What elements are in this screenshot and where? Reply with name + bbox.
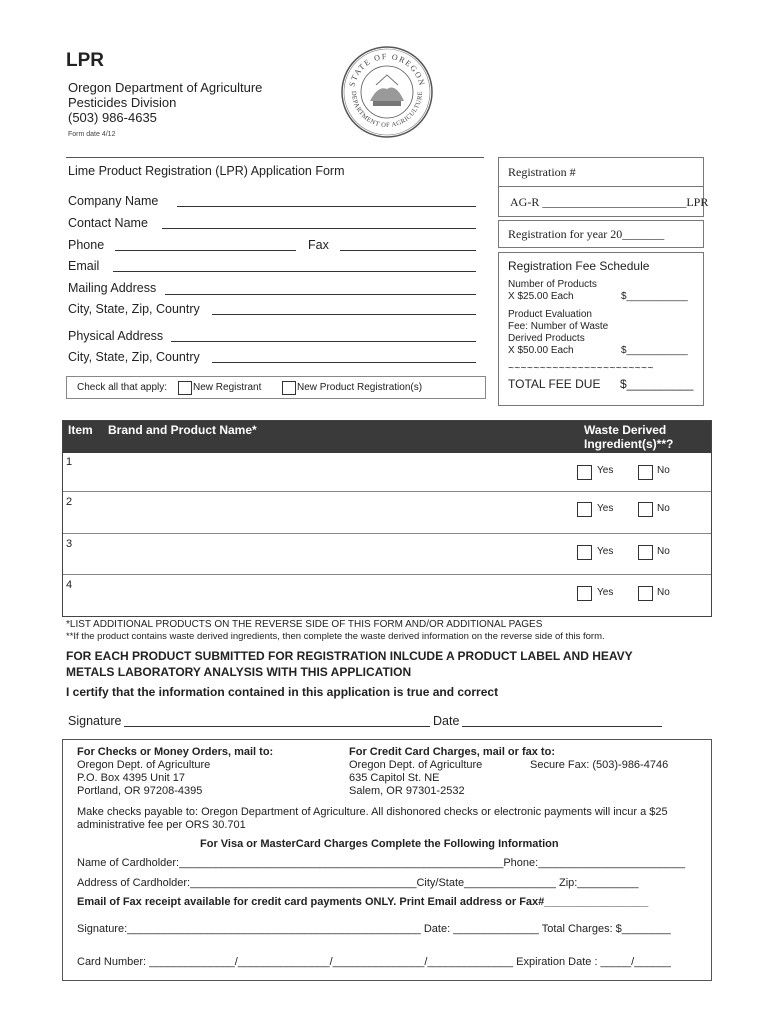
date-label: Date (433, 714, 460, 728)
row-number-1: 1 (66, 456, 73, 468)
contact-name-label: Contact Name (68, 216, 148, 230)
company-name-field[interactable] (177, 206, 476, 207)
footnote-waste-derived: **If the product contains waste derived ingredients, then complete the waste derived information on the reverse side of this form. (66, 631, 605, 642)
cc-address-3: Salem, OR 97301-2532 (349, 785, 465, 797)
footnote-additional-products: *LIST ADDITIONAL PRODUCTS ON THE REVERSE SIDE OF THIS FORM AND/OR ADDITIONAL PAGES (66, 619, 543, 630)
mailing-address-field[interactable] (165, 294, 476, 295)
payable-note-1: Make checks payable to: Oregon Department of Agriculture. All dishonored checks or electronic payments will incur a $25 (77, 806, 668, 818)
fax-label: Fax (308, 238, 329, 252)
agr-number-field[interactable]: AG-R ________________________LPR (510, 195, 709, 209)
col-waste-header-2: Ingredient(s)**? (584, 437, 674, 451)
org-name: Oregon Department of Agriculture (68, 80, 263, 95)
cc-address-2: 635 Capitol St. NE (349, 772, 440, 784)
form-top-rule (66, 157, 484, 158)
org-phone: (503) 986-4635 (68, 110, 157, 125)
cardholder-name-field[interactable]: Name of Cardholder:_____________________________________________________Phone:________________________ (77, 857, 686, 869)
city-state-zip-label-2: City, State, Zip, Country (68, 350, 200, 364)
num-products-label: Number of Products (508, 279, 597, 290)
waste-yes-checkbox-2[interactable] (577, 502, 592, 517)
checks-title: For Checks or Money Orders, mail to: (77, 746, 274, 758)
row-divider-2 (63, 533, 711, 534)
new-product-registration-checkbox[interactable] (282, 381, 296, 395)
fee-schedule-title: Registration Fee Schedule (508, 259, 650, 273)
waste-yes-label-1: Yes (597, 465, 614, 476)
eval-fee-label-1: Product Evaluation (508, 309, 592, 320)
waste-no-label-3: No (657, 546, 670, 557)
fee-separator: ~~~~~~~~~~~~~~~~~~~~~~~ (508, 363, 654, 374)
card-number-field[interactable]: Card Number: ______________/_______________/_______________/______________ Expiration Date : _____/______ (77, 956, 671, 968)
waste-no-label-1: No (657, 465, 670, 476)
registration-number-divider (498, 186, 704, 187)
num-products-rate: X $25.00 Each (508, 291, 574, 302)
visa-mastercard-title: For Visa or MasterCard Charges Complete the Following Information (200, 838, 559, 850)
waste-no-checkbox-2[interactable] (638, 502, 653, 517)
waste-yes-label-2: Yes (597, 503, 614, 514)
row-divider-3 (63, 574, 711, 575)
email-fax-receipt-field[interactable]: Email of Fax receipt available for credit card payments ONLY. Print Email address or Fax#_________________ (77, 896, 649, 908)
eval-fee-amount-field[interactable]: $___________ (621, 345, 688, 356)
waste-yes-checkbox-3[interactable] (577, 545, 592, 560)
cardholder-address-field[interactable]: Address of Cardholder:_____________________________________City/State_______________ Zip:__________ (77, 877, 639, 889)
total-fee-field[interactable]: $__________ (620, 377, 694, 391)
form-date: Form date 4/12 (68, 131, 116, 138)
brand-name-field-3[interactable] (84, 536, 564, 574)
registration-number-label: Registration # (508, 165, 576, 179)
city-state-zip-field-2[interactable] (212, 362, 476, 363)
cc-address-1: Oregon Dept. of Agriculture (349, 759, 483, 771)
svg-text:DEPARTMENT OF AGRICULTURE: DEPARTMENT OF AGRICULTURE (349, 90, 425, 130)
city-state-zip-label-1: City, State, Zip, Country (68, 302, 200, 316)
row-number-2: 2 (66, 496, 73, 508)
waste-yes-checkbox-1[interactable] (577, 465, 592, 480)
signature-field[interactable] (124, 726, 430, 727)
waste-no-checkbox-4[interactable] (638, 586, 653, 601)
new-product-registration-label: New Product Registration(s) (297, 382, 423, 393)
eval-fee-label-2: Fee: Number of Waste (508, 321, 609, 332)
submission-instruction-1: FOR EACH PRODUCT SUBMITTED FOR REGISTRATION INLCUDE A PRODUCT LABEL AND HEAVY (66, 649, 633, 663)
checks-address-2: P.O. Box 4395 Unit 17 (77, 772, 186, 784)
new-registrant-checkbox[interactable] (178, 381, 192, 395)
cc-signature-field[interactable]: Signature:________________________________________________ Date: ______________ Total Charges: $________ (77, 923, 671, 935)
waste-yes-label-3: Yes (597, 546, 614, 557)
row-divider-1 (63, 491, 711, 492)
new-registrant-label: New Registrant (193, 382, 262, 393)
physical-address-field[interactable] (171, 341, 476, 342)
email-label: Email (68, 259, 100, 273)
waste-yes-checkbox-4[interactable] (577, 586, 592, 601)
form-code-title: LPR (66, 50, 104, 71)
checks-address-1: Oregon Dept. of Agriculture (77, 759, 211, 771)
eval-fee-label-3: Derived Products (508, 333, 585, 344)
svg-text:STATE OF OREGON: STATE OF OREGON (347, 51, 427, 88)
row-number-3: 3 (66, 538, 73, 550)
signature-label: Signature (68, 714, 122, 728)
waste-no-label-4: No (657, 587, 670, 598)
row-number-4: 4 (66, 579, 73, 591)
registration-year-field[interactable]: Registration for year 20_______ (508, 227, 665, 241)
physical-address-label: Physical Address (68, 329, 164, 343)
phone-label: Phone (68, 238, 105, 252)
waste-no-checkbox-3[interactable] (638, 545, 653, 560)
phone-field[interactable] (115, 250, 296, 251)
col-brand-header: Brand and Product Name* (108, 423, 257, 437)
total-fee-label: TOTAL FEE DUE (508, 377, 601, 391)
waste-no-label-2: No (657, 503, 670, 514)
brand-name-field-1[interactable] (84, 454, 564, 490)
eval-fee-rate: X $50.00 Each (508, 345, 574, 356)
email-field[interactable] (113, 271, 476, 272)
certification-statement: I certify that the information contained in this application is true and correct (66, 685, 499, 699)
contact-name-field[interactable] (162, 228, 476, 229)
city-state-zip-field-1[interactable] (212, 314, 476, 315)
form-title: Lime Product Registration (LPR) Application Form (68, 164, 345, 178)
check-all-label: Check all that apply: (77, 382, 168, 393)
cc-title: For Credit Card Charges, mail or fax to: (349, 746, 555, 758)
brand-name-field-4[interactable] (84, 577, 564, 613)
col-waste-header-1: Waste Derived (584, 423, 667, 437)
secure-fax: Secure Fax: (503)-986-4746 (530, 759, 669, 771)
brand-name-field-2[interactable] (84, 494, 564, 532)
state-seal-icon (340, 45, 434, 139)
num-products-amount-field[interactable]: $___________ (621, 291, 688, 302)
fax-field[interactable] (340, 250, 476, 251)
col-item-header: Item (68, 423, 93, 437)
company-name-label: Company Name (68, 194, 159, 208)
division-name: Pesticides Division (68, 95, 177, 110)
mailing-address-label: Mailing Address (68, 281, 157, 295)
date-field[interactable] (462, 726, 662, 727)
waste-no-checkbox-1[interactable] (638, 465, 653, 480)
checks-address-3: Portland, OR 97208-4395 (77, 785, 203, 797)
submission-instruction-2: METALS LABORATORY ANALYSIS WITH THIS APPLICATION (66, 665, 412, 679)
waste-yes-label-4: Yes (597, 587, 614, 598)
payable-note-2: administrative fee per ORS 30.701 (77, 819, 246, 831)
